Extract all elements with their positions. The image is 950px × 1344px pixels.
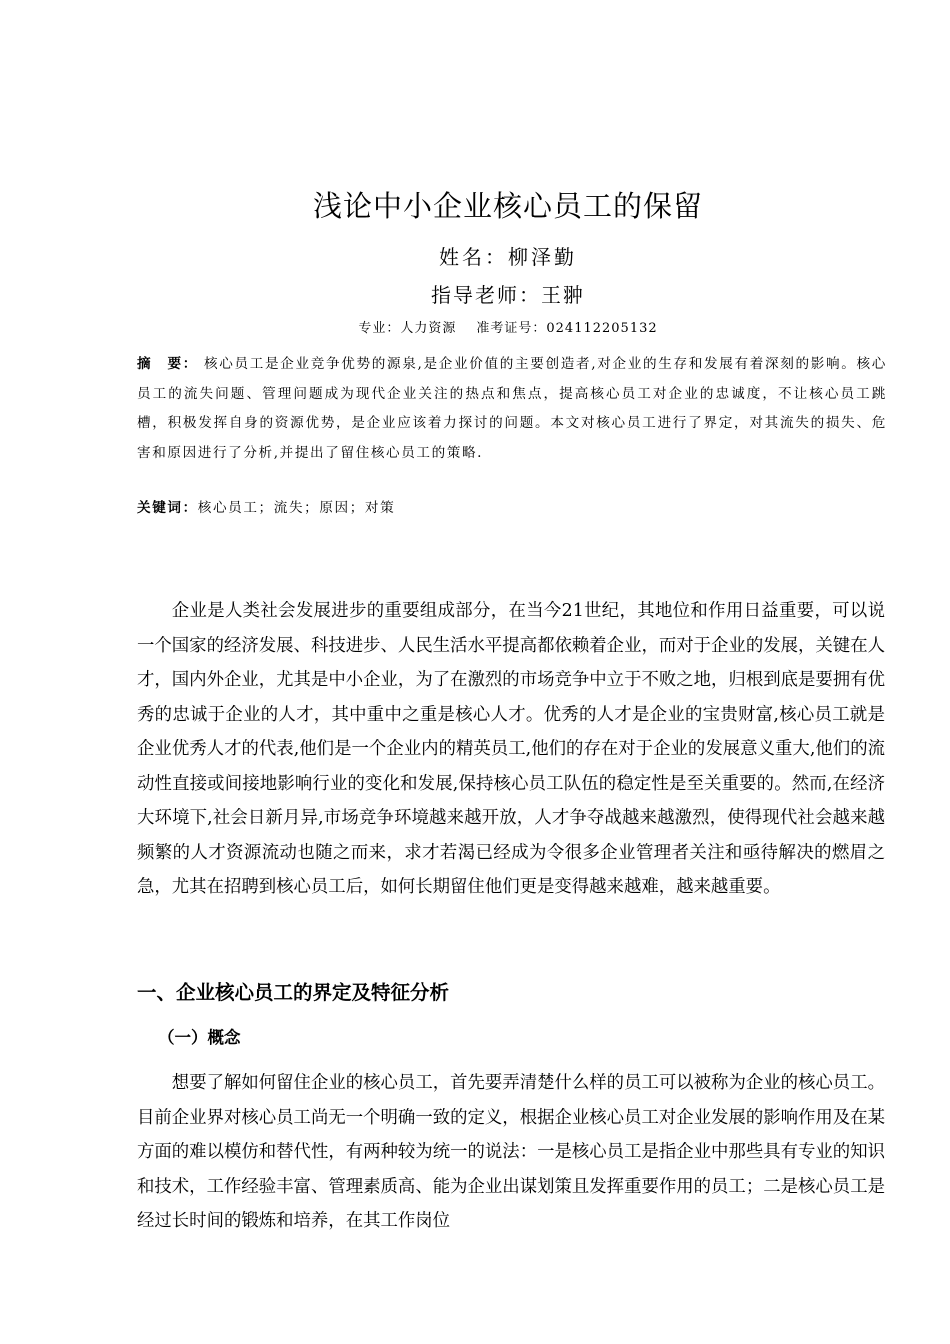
intro-paragraph: 企业是人类社会发展进步的重要组成部分，在当今21世纪，其地位和作用日益重要，可以说一个国家的经济发展、科技进步、人民生活水平提高都依赖着企业，而对于企业的发展，关键在人才，国内外企业，尤其是中小企业，为了在激烈的市场竞争中立于不败之地，归根到底是要拥有优秀的忠诚于企业的人才，其中重中之重是核心人才。优秀的人才是企业的宝贵财富,核心员工就是企业优秀人才的代表,他们是一个企业内的精英员工,他们的存在对于企业的发展意义重大,他们的流动性直接或间接地影响行业的变化和发展,保持核心员工队伍的稳定性是至关重要的。然而,在经济大环境下,社会日新月异,市场竞争环境越来越开放，人才争夺战越来越激烈，使得现代社会越来越频繁的人才资源流动也随之而来，求才若渴已经成为令很多企业管理者关注和亟待解决的燃眉之急，尤其在招聘到核心员工后，如何长期留住他们更是变得越来越难，越来越重要。 — [137, 601, 885, 897]
abstract-label: 摘 要： — [137, 356, 199, 372]
abstract — [137, 350, 887, 468]
keywords-text: 核心员工；流失；原因；对策 — [197, 500, 396, 516]
meta-line — [0, 318, 950, 340]
exam-id-text: 准考证号：024112205132 — [476, 321, 658, 336]
concept-section — [137, 1066, 885, 1239]
intro-section — [137, 594, 885, 905]
advisor-line: 指导老师：王翀 — [431, 283, 585, 307]
keywords-label: 关键词： — [137, 500, 198, 516]
concept-paragraph: 想要了解如何留住企业的核心员工，首先要弄清楚什么样的员工可以被称为企业的核心员工。目前企业界对核心员工尚无一个明确一致的定义，根据企业核心员工对企业发展的影响作用及在某方面的难以模仿和替代性，有两种较为统一的说法：一是核心员工是指企业中那些具有专业的知识和技术，工作经验丰富、管理素质高、能为企业出谋划策且发挥重要作用的员工；二是核心员工是经过长时间的锻炼和培养，在其工作岗位 — [137, 1073, 885, 1231]
section-heading: 一、企业核心员工的界定及特征分析 — [137, 981, 450, 1004]
keywords — [137, 495, 887, 521]
major-text: 专业：人力资源 — [358, 321, 457, 336]
author-line: 姓名：柳泽勤 — [439, 245, 577, 269]
subsection-heading: （一）概念 — [158, 1028, 241, 1047]
abstract-text: 核心员工是企业竞争优势的源泉,是企业价值的主要创造者,对企业的生存和发展有着深刻的影响。核心员工的流失问题、管理问题成为现代企业关注的热点和焦点，提高核心员工对企业的忠诚度，不让核心员工跳槽，积极发挥自身的资源优势，是企业应该着力探讨的问题。本文对核心员工进行了界定，对其流失的损失、危害和原因进行了分析,并提出了留住核心员工的策略. — [137, 356, 887, 461]
paper-title: 浅论中小企业核心员工的保留 — [312, 189, 703, 223]
